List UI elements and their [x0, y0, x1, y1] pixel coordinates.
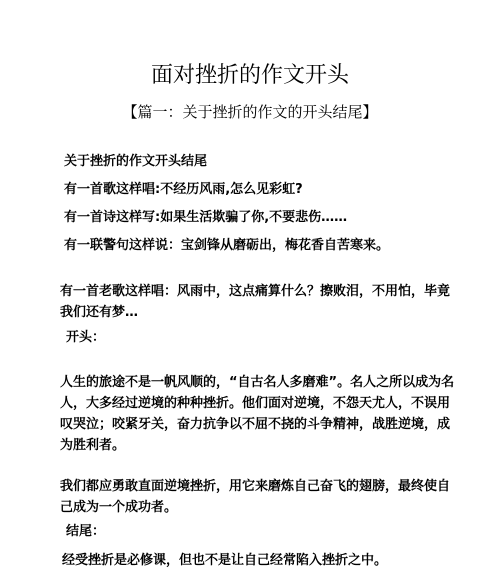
- paragraph-line: 我们都应勇敢直面逆境挫折，用它来磨炼自己奋飞的翅膀，最终使自: [60, 479, 451, 494]
- paragraph-line: 我们还有梦…: [60, 305, 139, 320]
- opening-label: 开头：: [66, 330, 106, 345]
- paragraph-face-adversity: [60, 476, 450, 518]
- quote-line-song: 有一首歌这样唱:不经历风雨,怎么见彩虹?: [64, 182, 303, 197]
- ending-first-line: 经受挫折是必修课，但也不是让自己经常陷入挫折之中。: [62, 553, 388, 568]
- section-heading: 关于挫折的作文开头结尾: [64, 154, 208, 169]
- quote-line-poem: 有一首诗这样写:如果生活欺骗了你,不要悲伤……: [64, 210, 348, 225]
- document-subtitle: 【篇一：关于挫折的作文的开头结尾】: [122, 103, 378, 121]
- ending-label: 结尾：: [66, 524, 106, 539]
- paragraph-line: 人，大多经过逆境的种种挫折。他们面对逆境，不怨天尤人，不误用: [60, 396, 451, 411]
- paragraph-life-journey: [60, 372, 455, 456]
- quote-line-couplet: 有一联警句这样说：宝剑锋从磨砺出，梅花香自苦寒来。: [64, 238, 390, 253]
- document-title: 面对挫折的作文开头: [150, 63, 349, 88]
- paragraph-line: 叹哭泣；咬紧牙关，奋力抗争以不屈不挠的斗争精神，战胜逆境，成: [60, 417, 451, 432]
- paragraph-line: 有一首老歌这样唱：风雨中，这点痛算什么？擦败泪，不用怕，毕竟: [60, 284, 451, 299]
- paragraph-line: 己成为一个成功者。: [60, 500, 178, 515]
- paragraph-old-song: [60, 281, 450, 323]
- paragraph-line: 为胜利者。: [60, 438, 126, 453]
- paragraph-line: 人生的旅途不是一帆风顺的，“自古名人多磨难”。名人之所以成为名: [60, 375, 455, 390]
